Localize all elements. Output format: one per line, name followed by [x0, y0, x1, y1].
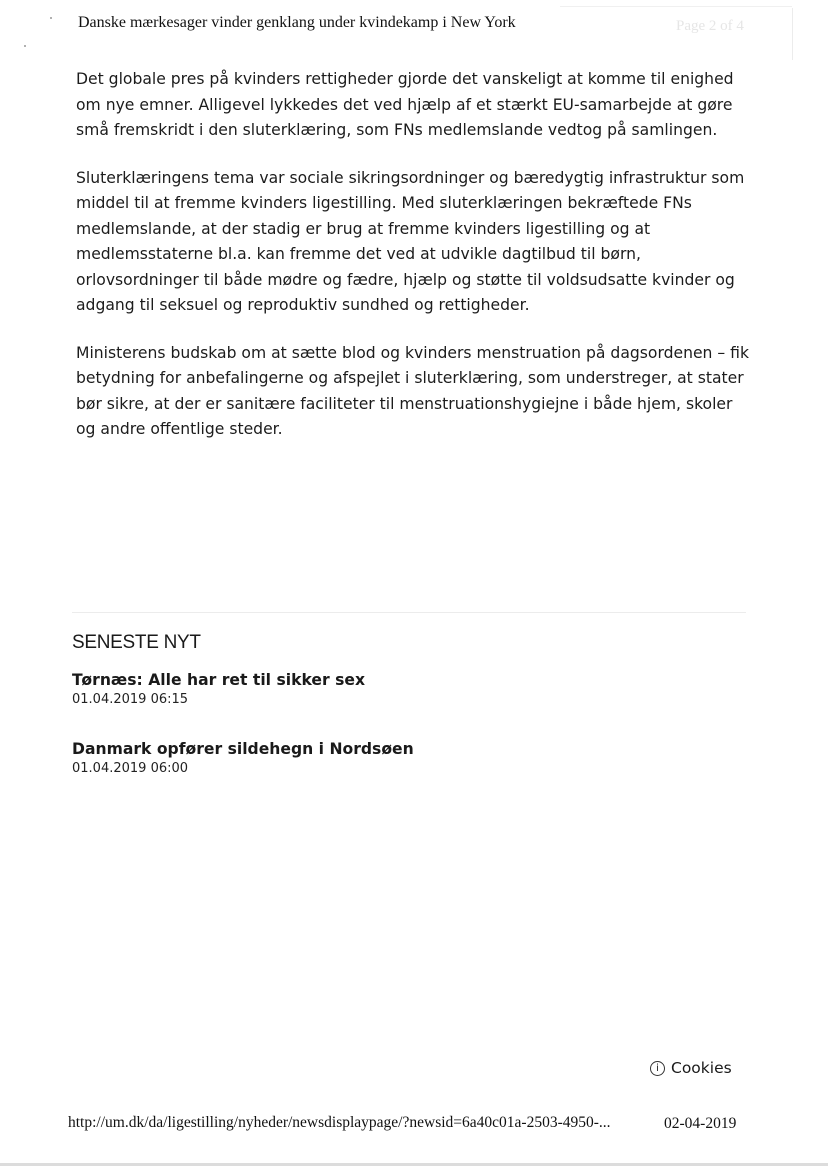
latest-news-heading: SENESTE NYT: [72, 632, 201, 653]
news-list-item: [72, 669, 365, 708]
print-footer-date: 02-04-2019: [664, 1115, 737, 1132]
info-circle-icon: i: [650, 1061, 665, 1076]
news-item-link[interactable]: Danmark opfører sildehegn i Nordsøen: [72, 740, 414, 758]
scan-edge-line: [560, 6, 792, 7]
scan-edge-line: [792, 8, 793, 60]
article-paragraph: Ministerens budskab om at sætte blod og kvinders menstruation på dagsordenen – fik betydning for anbefalingerne og afspejlet i sluterklæring, som understreger, at stater bør sikre, at der er sanitære faciliteter til menstruationshygiejne i både hjem, skoler og andre offentlige steder.: [76, 343, 750, 438]
news-item-timestamp: 01.04.2019 06:15: [72, 692, 189, 707]
article-body: [76, 67, 756, 465]
news-item-timestamp: 01.04.2019 06:00: [72, 761, 189, 776]
news-item-link[interactable]: Tørnæs: Alle har ret til sikker sex: [72, 671, 366, 689]
scan-speck: [50, 17, 52, 19]
scan-bottom-edge: [0, 1163, 828, 1166]
article-paragraph: Det globale pres på kvinders rettigheder gjorde det vanskeligt at komme til enighed om nye emner. Alligevel lykkedes det ved hjælp af et stærkt EU-samarbejde at gøre små fremskridt i den sluterklæring, som FNs medlemslande vedtog på samlingen.: [76, 70, 734, 139]
print-footer-url: http://um.dk/da/ligestilling/nyheder/newsdisplaypage/?newsid=6a40c01a-2503-4950-...: [68, 1114, 611, 1131]
print-page-indicator: Page 2 of 4: [676, 18, 744, 34]
cookies-button[interactable]: [650, 1059, 732, 1077]
news-list-item: [72, 738, 414, 777]
print-header-title: Danske mærkesager vinder genklang under kvindekamp i New York: [78, 14, 516, 31]
scan-speck: [24, 45, 26, 47]
section-divider: [72, 612, 746, 613]
cookies-label: Cookies: [671, 1059, 732, 1077]
article-paragraph: Sluterklæringens tema var sociale sikringsordninger og bæredygtig infrastruktur som middel til at fremme kvinders ligestilling. Med sluterklæringen bekræftede FNs medlemslande, at der stadig er brug at fremme kvinders ligestilling og at medlemsstaterne bl.a. kan fremme det ved at udvikle dagtilbud til børn, orlovsordninger til både mødre og fædre, hjælp og støtte til voldsudsatte kvinder og adgang til seksuel og reproduktiv sundhed og rettigheder.: [76, 168, 745, 314]
